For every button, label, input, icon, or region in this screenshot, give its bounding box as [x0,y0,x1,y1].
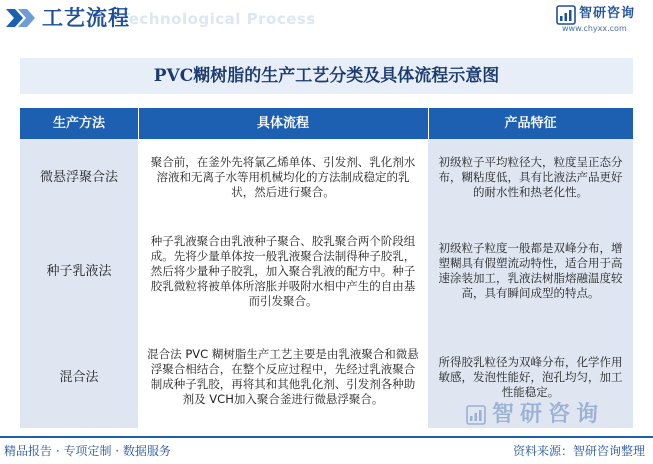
table-row [20,216,633,326]
feature-cell: 初级粒子平均粒径大，粒度呈正态分布，糊粘度低，具有比液法产品更好的耐水性和热老化性。 [428,139,633,216]
footer-source: 资料来源：智研咨询整理 [512,444,645,458]
table-header-row [20,108,633,139]
zhiyan-logo-watermark-icon [466,405,486,425]
header-title: 工艺流程 [42,6,130,30]
zhiyan-logo-icon [556,5,576,25]
chart-title: PVC糊树脂的生产工艺分类及具体流程示意图 [153,66,500,86]
feature-cell: 初级粒子粒度一般都是双峰分布，增塑糊具有假塑流动特性，适合用于高速涂装加工，乳液法树脂熔融温度较高，具有瞬间成型的特点。 [428,216,633,326]
column-divider [138,108,139,139]
method-cell: 微悬浮聚合法 [20,139,138,216]
title-banner [20,58,633,94]
process-cell: 聚合前，在釜外先将氯乙烯单体、引发剂、乳化剂水溶液和无离子水等用机械均化的方法制成稳定的乳状，然后进行聚合。 [138,139,428,216]
header-cell-feature: 产品特征 [504,116,557,131]
method-cell: 种子乳液法 [20,216,138,326]
process-cell: 种子乳液聚合由乳液种子聚合、胶乳聚合两个阶段组成。先将少量单体按一般乳液聚合法制得种子胶乳，然后将少量种子胶乳，加入聚合乳液的配方中。种子胶乳微粒将被单体所溶胀并吸附水相中产生的自由基而引发聚合。 [138,216,428,326]
header-cell-process: 具体流程 [256,116,309,131]
feature-cell: 所得胶乳粒径为双峰分布，化学作用敏感，发泡性能好，泡孔均匀，加工性能稳定。 [428,326,633,428]
footer-services: 精品报告 · 专项定制 · 数据服务 [4,444,171,458]
brand-watermark: 智研咨询 [492,402,605,427]
logo-name: 智研咨询 [579,6,636,21]
page-footer [0,436,653,464]
header-subtitle-en: Technological Process [120,10,316,28]
process-table [20,108,633,428]
double-chevron-right-icon [6,9,36,27]
table-row [20,139,633,216]
process-cell: 混合法 PVC 糊树脂生产工艺主要是由乳液聚合和微悬浮聚合相结合，在整个反应过程中，先经过乳液聚合制成种子乳胶，再将其和其他乳化剂、引发剂各种助剂及 VCH加入聚合釜进行微悬浮聚合。 [138,326,428,428]
footer-divider [0,436,653,438]
column-divider [428,108,429,139]
method-cell: 混合法 [20,326,138,428]
header-cell-method: 生产方法 [52,116,105,131]
page-header [0,0,653,40]
logo-url[interactable]: www.chyxx.com [562,24,627,33]
